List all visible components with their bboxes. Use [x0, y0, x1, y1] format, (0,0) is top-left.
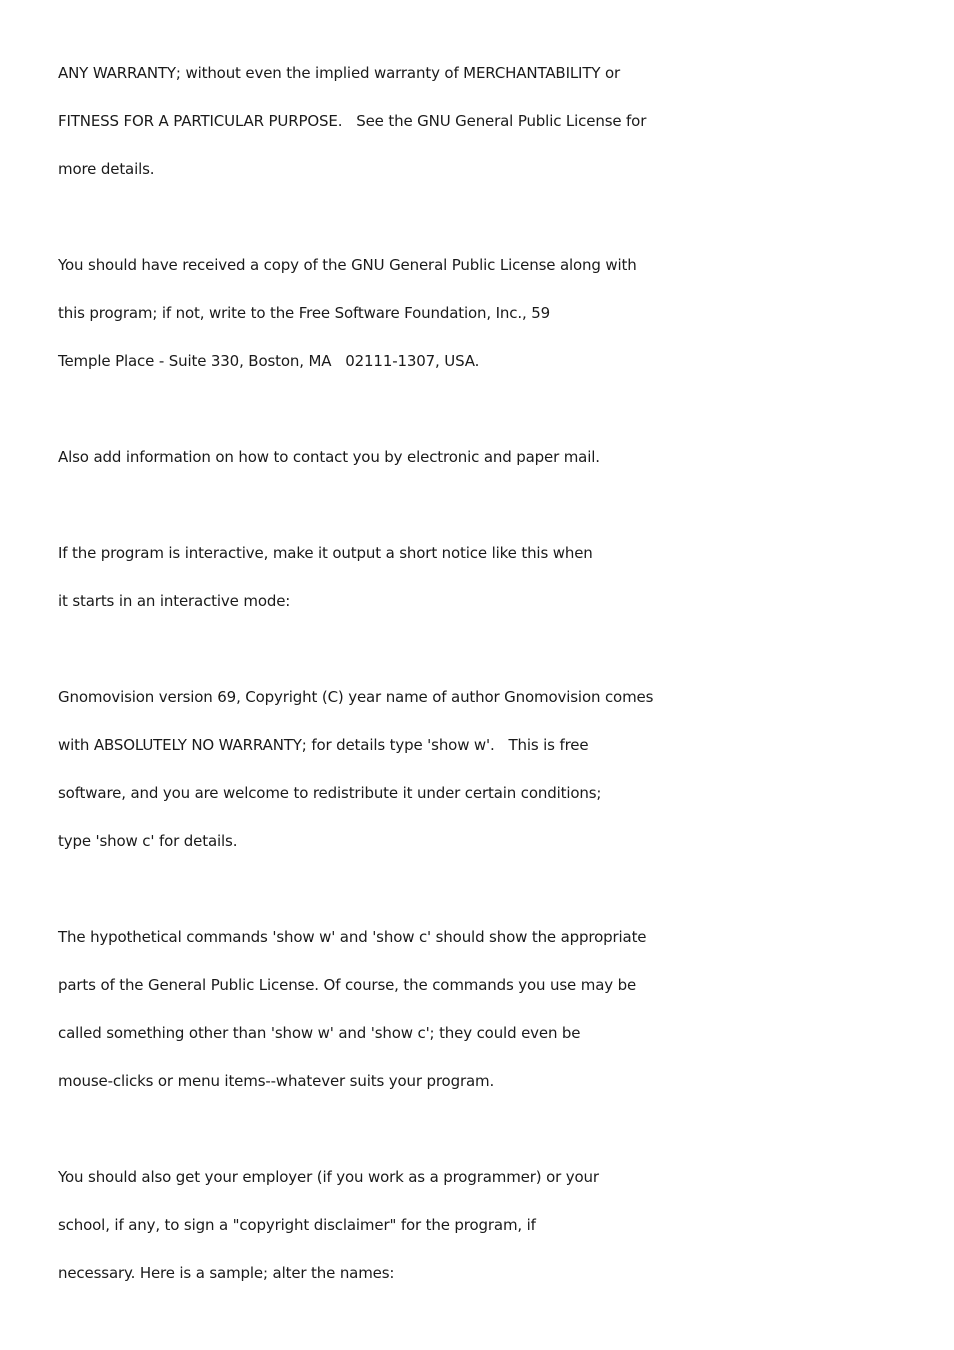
text-line: If the program is interactive, make it output a short notice like this when — [58, 544, 593, 562]
paragraph-employer-disclaimer — [58, 1163, 914, 1307]
text-line: school, if any, to sign a "copyright disclaimer" for the program, if — [58, 1216, 536, 1234]
paragraph-hypothetical-commands — [58, 923, 914, 1115]
text-line: Temple Place - Suite 330, Boston, MA 02111-1307, USA. — [58, 352, 480, 370]
paragraph-gap — [58, 875, 914, 923]
paragraph-gap — [58, 395, 914, 443]
text-line: FITNESS FOR A PARTICULAR PURPOSE. See the GNU General Public License for — [58, 112, 647, 130]
text-line: called something other than 'show w' and 'show c'; they could even be — [58, 1024, 581, 1042]
paragraph-license-copy — [58, 251, 914, 395]
text-line: necessary. Here is a sample; alter the names: — [58, 1264, 395, 1282]
text-line: Gnomovision version 69, Copyright (C) year name of author Gnomovision comes — [58, 688, 654, 706]
text-line: this program; if not, write to the Free Software Foundation, Inc., 59 — [58, 304, 550, 322]
text-line: type 'show c' for details. — [58, 832, 238, 850]
text-line: Also add information on how to contact you by electronic and paper mail. — [58, 448, 600, 466]
text-line: You should have received a copy of the GNU General Public License along with — [58, 256, 637, 274]
paragraph-gap — [58, 1115, 914, 1163]
paragraph-contact — [58, 443, 914, 491]
paragraph-interactive — [58, 539, 914, 635]
paragraph-gap — [58, 203, 914, 251]
paragraph-gap — [58, 491, 914, 539]
text-line: software, and you are welcome to redistribute it under certain conditions; — [58, 784, 602, 802]
text-line: You should also get your employer (if you work as a programmer) or your — [58, 1168, 599, 1186]
text-line: with ABSOLUTELY NO WARRANTY; for details type 'show w'. This is free — [58, 736, 589, 754]
text-line: ANY WARRANTY; without even the implied warranty of MERCHANTABILITY or — [58, 64, 621, 82]
text-line: parts of the General Public License. Of course, the commands you use may be — [58, 976, 637, 994]
text-line: more details. — [58, 160, 155, 178]
paragraph-warranty — [58, 59, 914, 203]
paragraph-gnomovision-notice — [58, 683, 914, 875]
text-line: mouse-clicks or menu items--whatever suits your program. — [58, 1072, 495, 1090]
text-line: The hypothetical commands 'show w' and 'show c' should show the appropriate — [58, 928, 647, 946]
paragraph-gap — [58, 635, 914, 683]
text-line: it starts in an interactive mode: — [58, 592, 291, 610]
